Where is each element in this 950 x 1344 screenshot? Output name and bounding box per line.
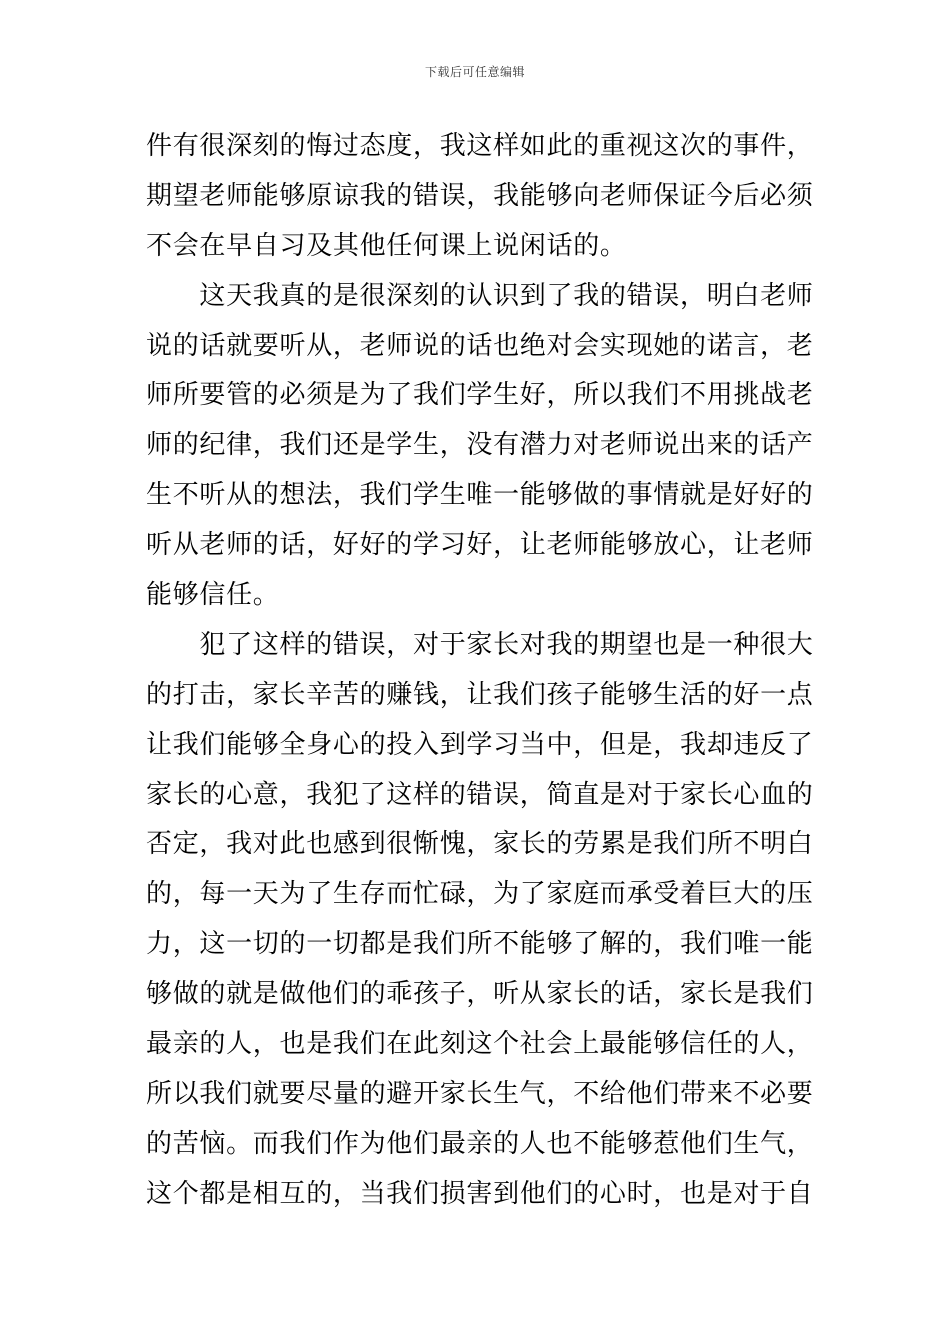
text-line: 不会在早自习及其他任何课上说闲话的。 — [146, 230, 627, 261]
text-line: 所以我们就要尽量的避开家长生气，不给他们带来不必要 — [146, 1078, 814, 1109]
text-line: 否定，我对此也感到很惭愧，家长的劳累是我们所不明白 — [146, 829, 814, 860]
text-line: 够做的就是做他们的乖孩子，听从家长的话，家长是我们 — [146, 979, 814, 1010]
text-line: 这个都是相互的，当我们损害到他们的心时，也是对于自 — [146, 1178, 814, 1209]
text-line: 力，这一切的一切都是我们所不能够了解的，我们唯一能 — [146, 929, 814, 960]
body-text — [146, 122, 816, 1220]
text-line: 说的话就要听从，老师说的话也绝对会实现她的诺言，老 — [146, 330, 814, 361]
text-line: 这天我真的是很深刻的认识到了我的错误，明白老师 — [146, 280, 814, 311]
text-line: 生不听从的想法，我们学生唯一能够做的事情就是好好的 — [146, 480, 814, 511]
text-line: 让我们能够全身心的投入到学习当中，但是，我却违反了 — [146, 729, 814, 760]
text-line: 师的纪律，我们还是学生，没有潜力对老师说出来的话产 — [146, 430, 814, 461]
text-line: 件有很深刻的悔过态度，我这样如此的重视这次的事件， — [146, 131, 814, 161]
text-line: 最亲的人，也是我们在此刻这个社会上最能够信任的人， — [146, 1029, 814, 1060]
text-line: 师所要管的必须是为了我们学生好，所以我们不用挑战老 — [146, 380, 814, 411]
text-line: 能够信任。 — [146, 580, 280, 611]
text-line: 的，每一天为了生存而忙碌，为了家庭而承受着巨大的压 — [146, 879, 814, 910]
text-line: 犯了这样的错误，对于家长对我的期望也是一种很大 — [146, 629, 814, 660]
text-line: 的苦恼。而我们作为他们最亲的人也不能够惹他们生气， — [146, 1128, 814, 1159]
text-line: 的打击，家长辛苦的赚钱，让我们孩子能够生活的好一点 — [146, 679, 814, 710]
text-line: 听从老师的话，好好的学习好，让老师能够放心，让老师 — [146, 530, 814, 561]
text-line: 家长的心意，我犯了这样的错误，简直是对于家长心血的 — [146, 779, 814, 810]
text-line: 期望老师能够原谅我的错误，我能够向老师保证今后必须 — [146, 180, 814, 211]
page-header: 下载后可任意编辑 — [424, 65, 525, 79]
